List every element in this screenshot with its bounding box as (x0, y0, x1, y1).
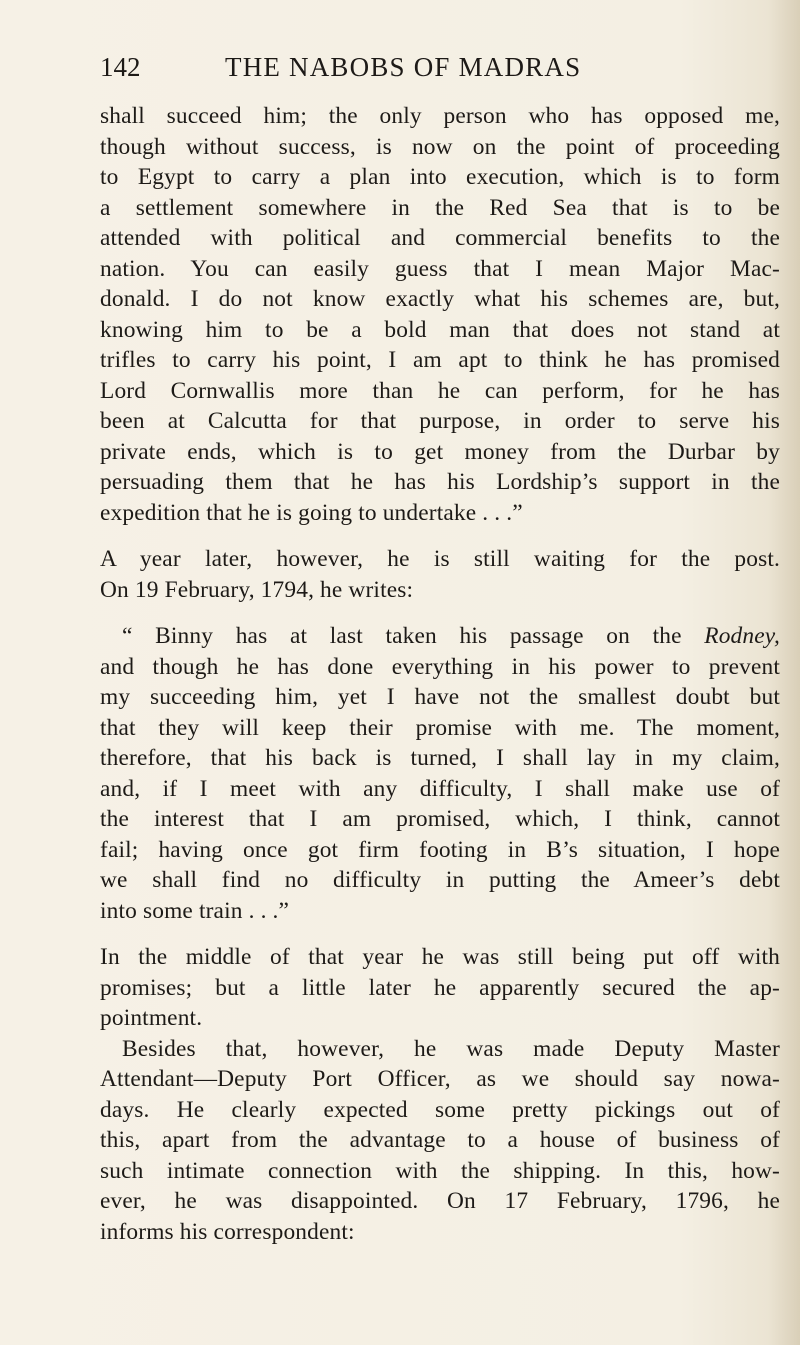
text-line: persuading them that he has his Lordship’s support in the (100, 469, 780, 495)
paragraph-letter-quote (100, 621, 780, 926)
text-line: promises; but a little later he apparently secured the ap- (100, 974, 780, 1001)
text-line: though without success, is now on the point of proceeding (100, 133, 780, 160)
text-line: Lord Cornwallis more than he can perform, for he has (100, 377, 780, 404)
text-line: pointment. (100, 1005, 203, 1031)
text-line: fail; having once got firm footing in B’s situation, I hope (100, 836, 780, 863)
paragraph-narrative (100, 544, 780, 605)
text-line: therefore, that his back is turned, I shall lay in my claim, (100, 745, 780, 771)
text-line: that they will keep their promise with me. The moment, (100, 714, 780, 741)
text-line: trifles to carry his point, I am apt to think he has promised (100, 347, 780, 373)
text-line: Besides that, however, he was made Deputy Master (122, 1035, 780, 1062)
paragraph-narrative (100, 942, 780, 1034)
text-line: donald. I do not know exactly what his schemes are, but, (100, 286, 780, 312)
text-line: nation. You can easily guess that I mean Major Mac- (100, 255, 780, 282)
page-header (100, 52, 780, 92)
text-line: and, if I meet with any difficulty, I shall make use of (100, 775, 780, 802)
text-line: knowing him to be a bold man that does not stand at (100, 316, 780, 343)
ship-name: Rodney, (704, 623, 780, 649)
text-fragment: “ Binny has at last taken his passage on the (122, 623, 705, 649)
body-text (100, 101, 780, 1247)
text-line (100, 621, 780, 652)
text-line: a settlement somewhere in the Red Sea that is to be (100, 194, 780, 221)
text-line: to Egypt to carry a plan into execution, which is to form (100, 164, 780, 190)
text-line: expedition that he is going to undertake . . .” (100, 499, 523, 526)
text-line: attended with political and commercial benefits to the (100, 225, 780, 251)
page-number: 142 (100, 52, 141, 82)
text-line: A year later, however, he is still waiting for the post. (100, 546, 780, 572)
text-line: this, apart from the advantage to a house of business of (100, 1127, 780, 1153)
text-line: such intimate connection with the shipping. In this, how- (100, 1157, 780, 1184)
text-line: my succeeding him, yet I have not the smallest doubt but (100, 684, 780, 710)
text-line: the interest that I am promised, which, I think, cannot (100, 806, 780, 832)
text-line: we shall find no difficulty in putting the Ameer’s debt (100, 867, 780, 893)
text-line: In the middle of that year he was still being put off with (100, 944, 780, 970)
text-line: private ends, which is to get money from the Durbar by (100, 438, 780, 465)
text-line: into some train . . .” (100, 897, 290, 924)
text-line: been at Calcutta for that purpose, in order to serve his (100, 408, 780, 434)
text-line: ever, he was disappointed. On 17 February, 1796, he (100, 1188, 780, 1214)
text-line: Attendant—Deputy Port Officer, as we should say nowa- (100, 1066, 780, 1092)
paragraph-narrative (100, 1034, 780, 1248)
text-line: On 19 February, 1794, he writes: (100, 576, 414, 603)
text-line: shall succeed him; the only person who has opposed me, (100, 103, 780, 129)
running-head: THE NABOBS OF MADRAS (225, 52, 582, 82)
text-line: informs his correspondent: (100, 1218, 355, 1245)
text-line: and though he has done everything in his power to prevent (100, 653, 780, 680)
text-line: days. He clearly expected some pretty pickings out of (100, 1096, 780, 1123)
paragraph-quote-continuation (100, 101, 780, 528)
